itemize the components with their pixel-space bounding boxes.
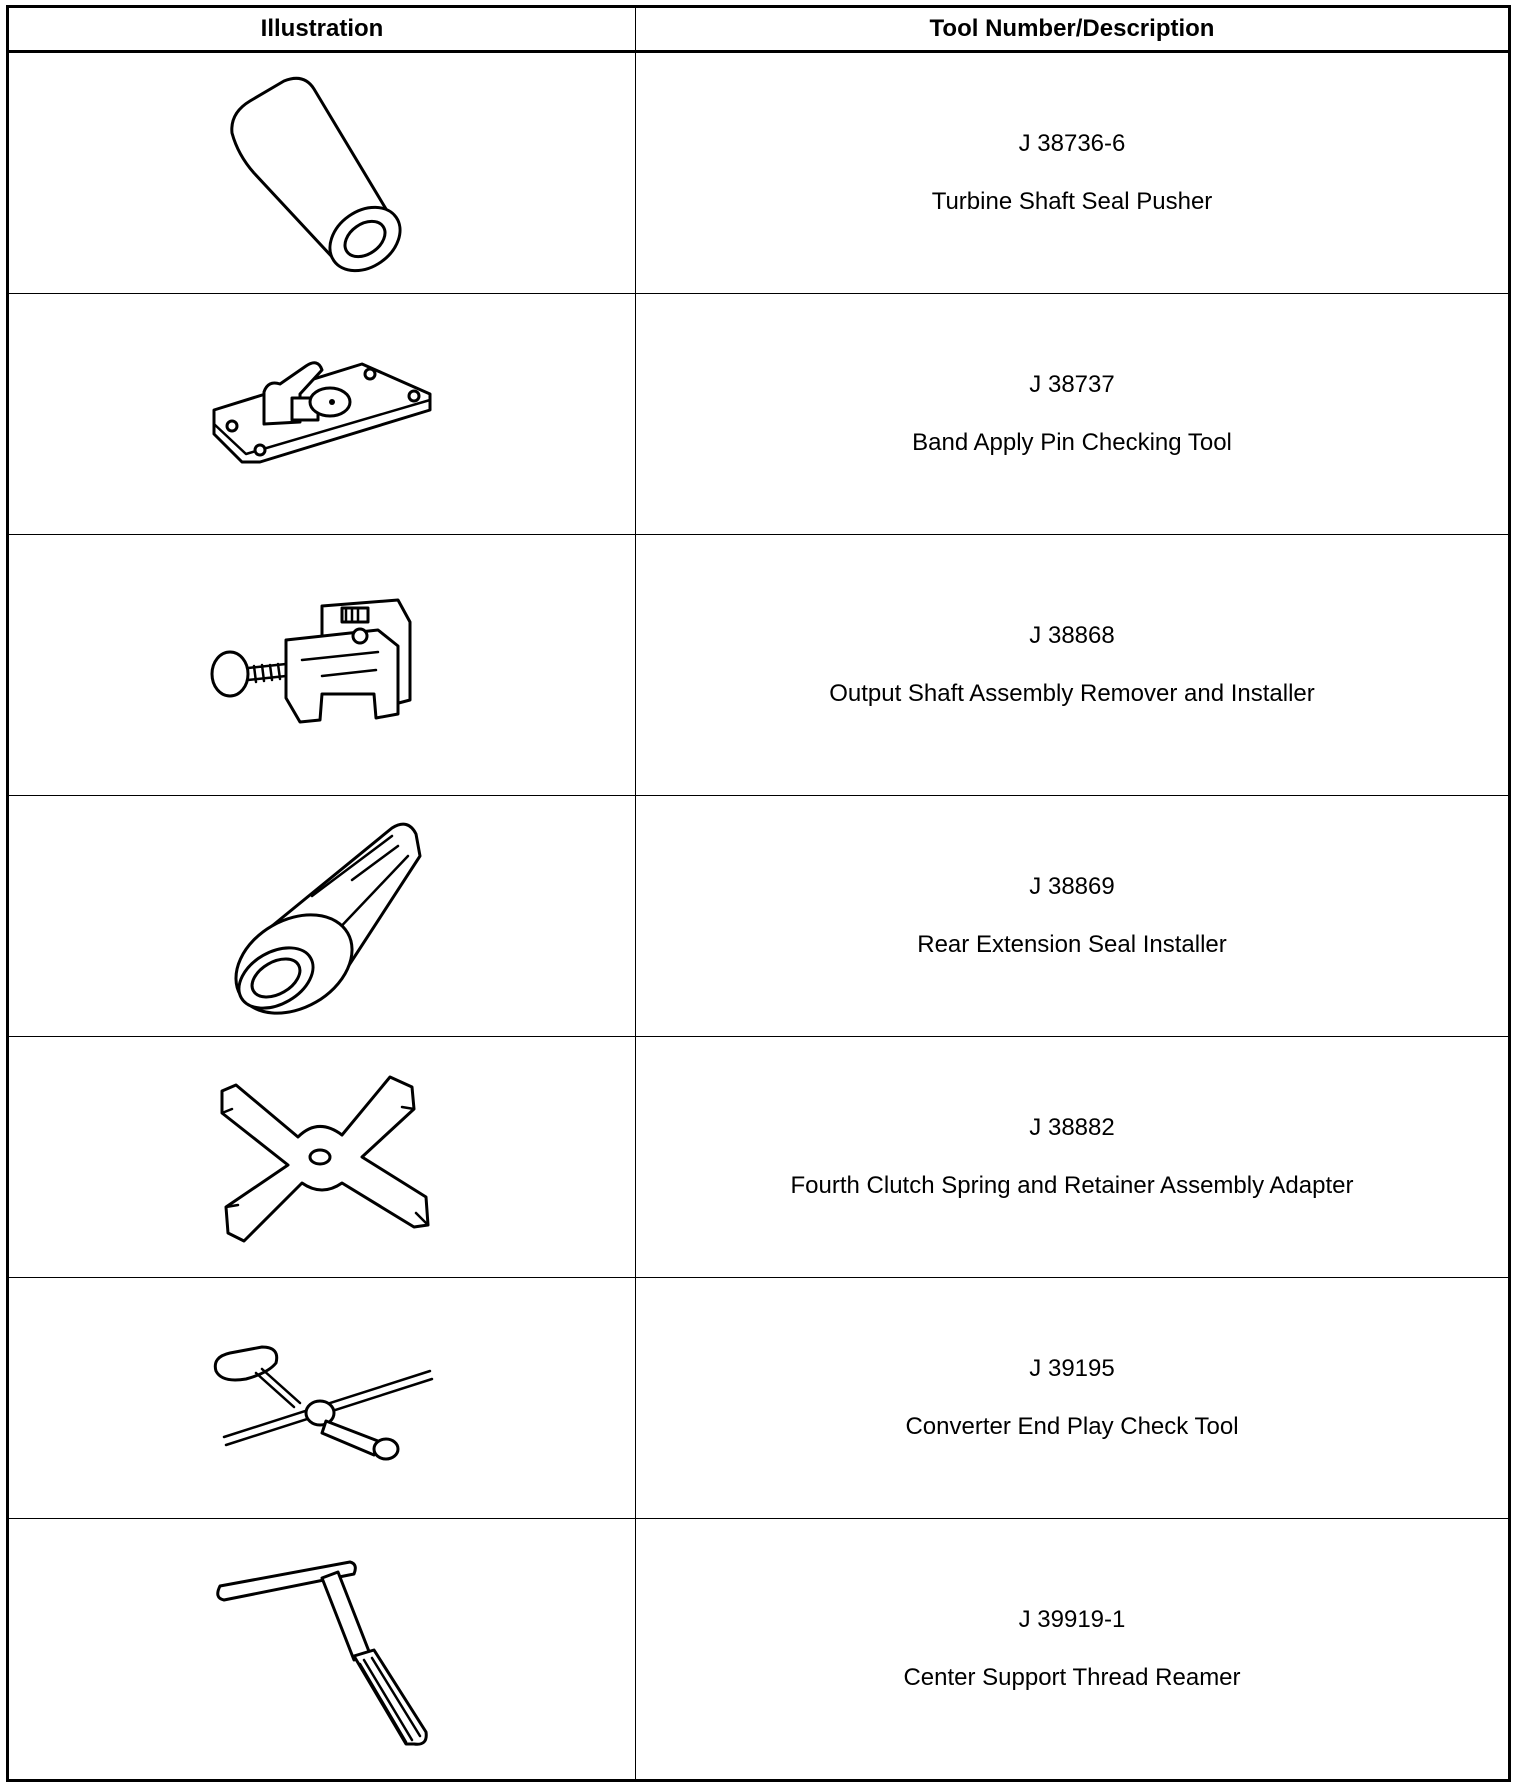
header-row (8, 7, 1510, 52)
tool-number: J 38737 (1029, 371, 1115, 398)
tool-description: Fourth Clutch Spring and Retainer Assembly Adapter (790, 1172, 1354, 1199)
pin-checking-tool-icon (202, 344, 442, 484)
description-cell (636, 1278, 1510, 1519)
description-cell (636, 1037, 1510, 1278)
illustration-cell (8, 1278, 636, 1519)
tool-number: J 38736-6 (1018, 130, 1126, 157)
illustration-cell (8, 1037, 636, 1278)
seal-pusher-icon (202, 63, 442, 283)
end-play-tool-icon (202, 1333, 442, 1463)
description-cell (636, 535, 1510, 796)
tool-number: J 38869 (1029, 873, 1115, 900)
illustration-cell (8, 1519, 636, 1781)
table-row (8, 52, 1510, 294)
table-row (8, 535, 1510, 796)
table-row (8, 1278, 1510, 1519)
illustration-cell (8, 52, 636, 294)
description-cell (636, 294, 1510, 535)
tool-number: J 38868 (1029, 622, 1115, 649)
description-cell (636, 1519, 1510, 1781)
tool-description: Turbine Shaft Seal Pusher (931, 188, 1213, 215)
tool-description: Band Apply Pin Checking Tool (912, 429, 1232, 456)
table-row (8, 796, 1510, 1037)
thread-reamer-icon (202, 1544, 442, 1754)
description-header: Tool Number/Description (636, 7, 1510, 52)
special-tools-table (6, 5, 1511, 1782)
description-cell (636, 52, 1510, 294)
table-row (8, 1037, 1510, 1278)
description-cell (636, 796, 1510, 1037)
seal-installer-icon (202, 816, 442, 1016)
clutch-adapter-icon (202, 1057, 442, 1257)
tool-description: Converter End Play Check Tool (905, 1413, 1239, 1440)
tool-number: J 39919-1 (1018, 1606, 1126, 1633)
shaft-remover-icon (202, 590, 442, 740)
illustration-header: Illustration (8, 7, 636, 52)
illustration-cell (8, 535, 636, 796)
tool-description: Output Shaft Assembly Remover and Installer (829, 680, 1315, 707)
table-row (8, 1519, 1510, 1781)
illustration-cell (8, 294, 636, 535)
table-row (8, 294, 1510, 535)
tool-description: Center Support Thread Reamer (903, 1664, 1241, 1691)
illustration-cell (8, 796, 636, 1037)
tool-description: Rear Extension Seal Installer (917, 931, 1227, 958)
tool-number: J 38882 (1029, 1114, 1115, 1141)
tool-number: J 39195 (1029, 1355, 1115, 1382)
